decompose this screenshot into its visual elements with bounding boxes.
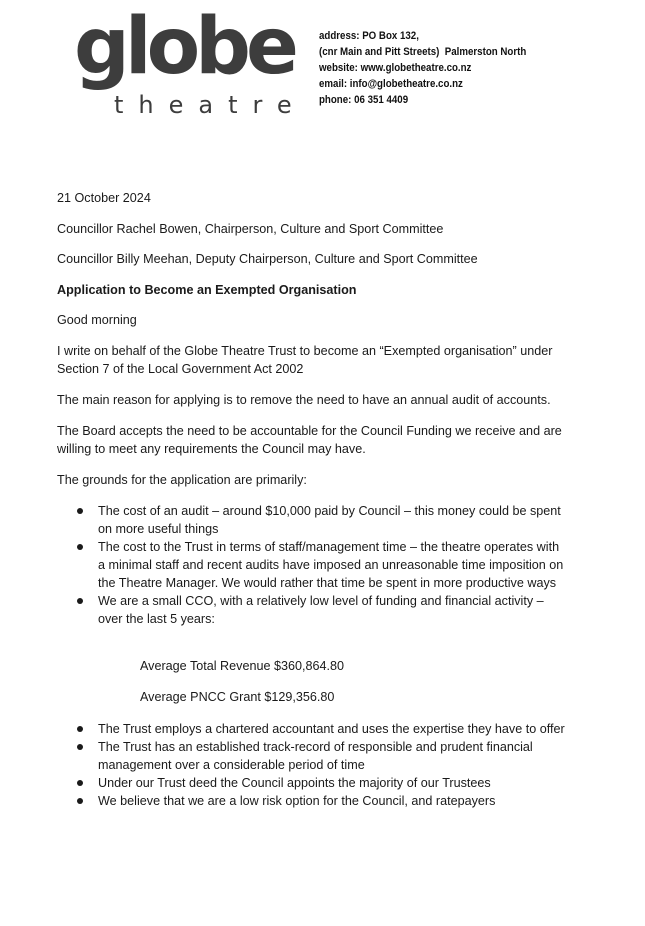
list-item: Under our Trust deed the Council appoints the majority of our Trustees xyxy=(57,774,567,792)
paragraph-board: The Board accepts the need to be accountable for the Council Funding we receive and are willing to meet any requirements the Council may have. xyxy=(57,424,562,456)
list-item: The Trust has an established track-record of responsible and prudent financial management over a considerable period of time xyxy=(57,738,567,774)
logo-word: globe xyxy=(74,2,294,92)
list-item: The Trust employs a chartered accountant and uses the expertise they have to offer xyxy=(57,720,567,738)
address-line: address: PO Box 132, xyxy=(319,30,419,42)
bullet-icon xyxy=(77,780,83,786)
list-item: We are a small CCO, with a relatively low level of funding and financial activity – over the last 5 years: xyxy=(57,592,567,628)
logo-subword: theatre xyxy=(114,91,307,119)
email-line: email: info@globetheatre.co.nz xyxy=(319,77,463,90)
address-line: (cnr Main and Pitt Streets) Palmerston North xyxy=(319,45,527,58)
bullet-icon xyxy=(77,726,83,732)
website-line: website: www.globetheatre.co.nz xyxy=(319,61,472,74)
recipient-deputy: Councillor Billy Meehan, Deputy Chairperson, Culture and Sport Committee xyxy=(57,252,478,266)
bullet-icon xyxy=(77,798,83,804)
bullet-icon xyxy=(77,508,83,514)
list-item: We believe that we are a low risk option for the Council, and ratepayers xyxy=(57,792,567,810)
letterhead-contact-block xyxy=(319,29,526,109)
greeting: Good morning xyxy=(57,313,137,327)
globe-theatre-logo xyxy=(74,2,307,119)
recipient-chairperson: Councillor Rachel Bowen, Chairperson, Culture and Sport Committee xyxy=(57,222,444,236)
bullet-icon xyxy=(77,598,83,604)
average-revenue: Average Total Revenue $360,864.80 xyxy=(140,659,344,673)
bullet-icon xyxy=(77,744,83,750)
grounds-list xyxy=(57,502,567,628)
paragraph-intro: I write on behalf of the Globe Theatre Trust to become an “Exempted organisation” under Section 7 of the Local Government Act 2002 xyxy=(57,344,553,376)
average-grant: Average PNCC Grant $129,356.80 xyxy=(140,690,335,704)
letter-subject: Application to Become an Exempted Organisation xyxy=(57,283,357,297)
paragraph-reason: The main reason for applying is to remove the need to have an annual audit of accounts. xyxy=(57,393,551,407)
phone-line: phone: 06 351 4409 xyxy=(319,93,409,106)
list-item: The cost of an audit – around $10,000 paid by Council – this money could be spent on more useful things xyxy=(57,502,567,538)
list-item: The cost to the Trust in terms of staff/management time – the theatre operates with a minimal staff and recent audits have imposed an unreasonable time imposition on the Theatre Manager. We would rather that time be spent in more productive ways xyxy=(57,538,567,592)
paragraph-grounds: The grounds for the application are primarily: xyxy=(57,473,307,487)
letter-date: 21 October 2024 xyxy=(57,191,151,205)
grounds-list-continued xyxy=(57,720,567,810)
bullet-icon xyxy=(77,544,83,550)
